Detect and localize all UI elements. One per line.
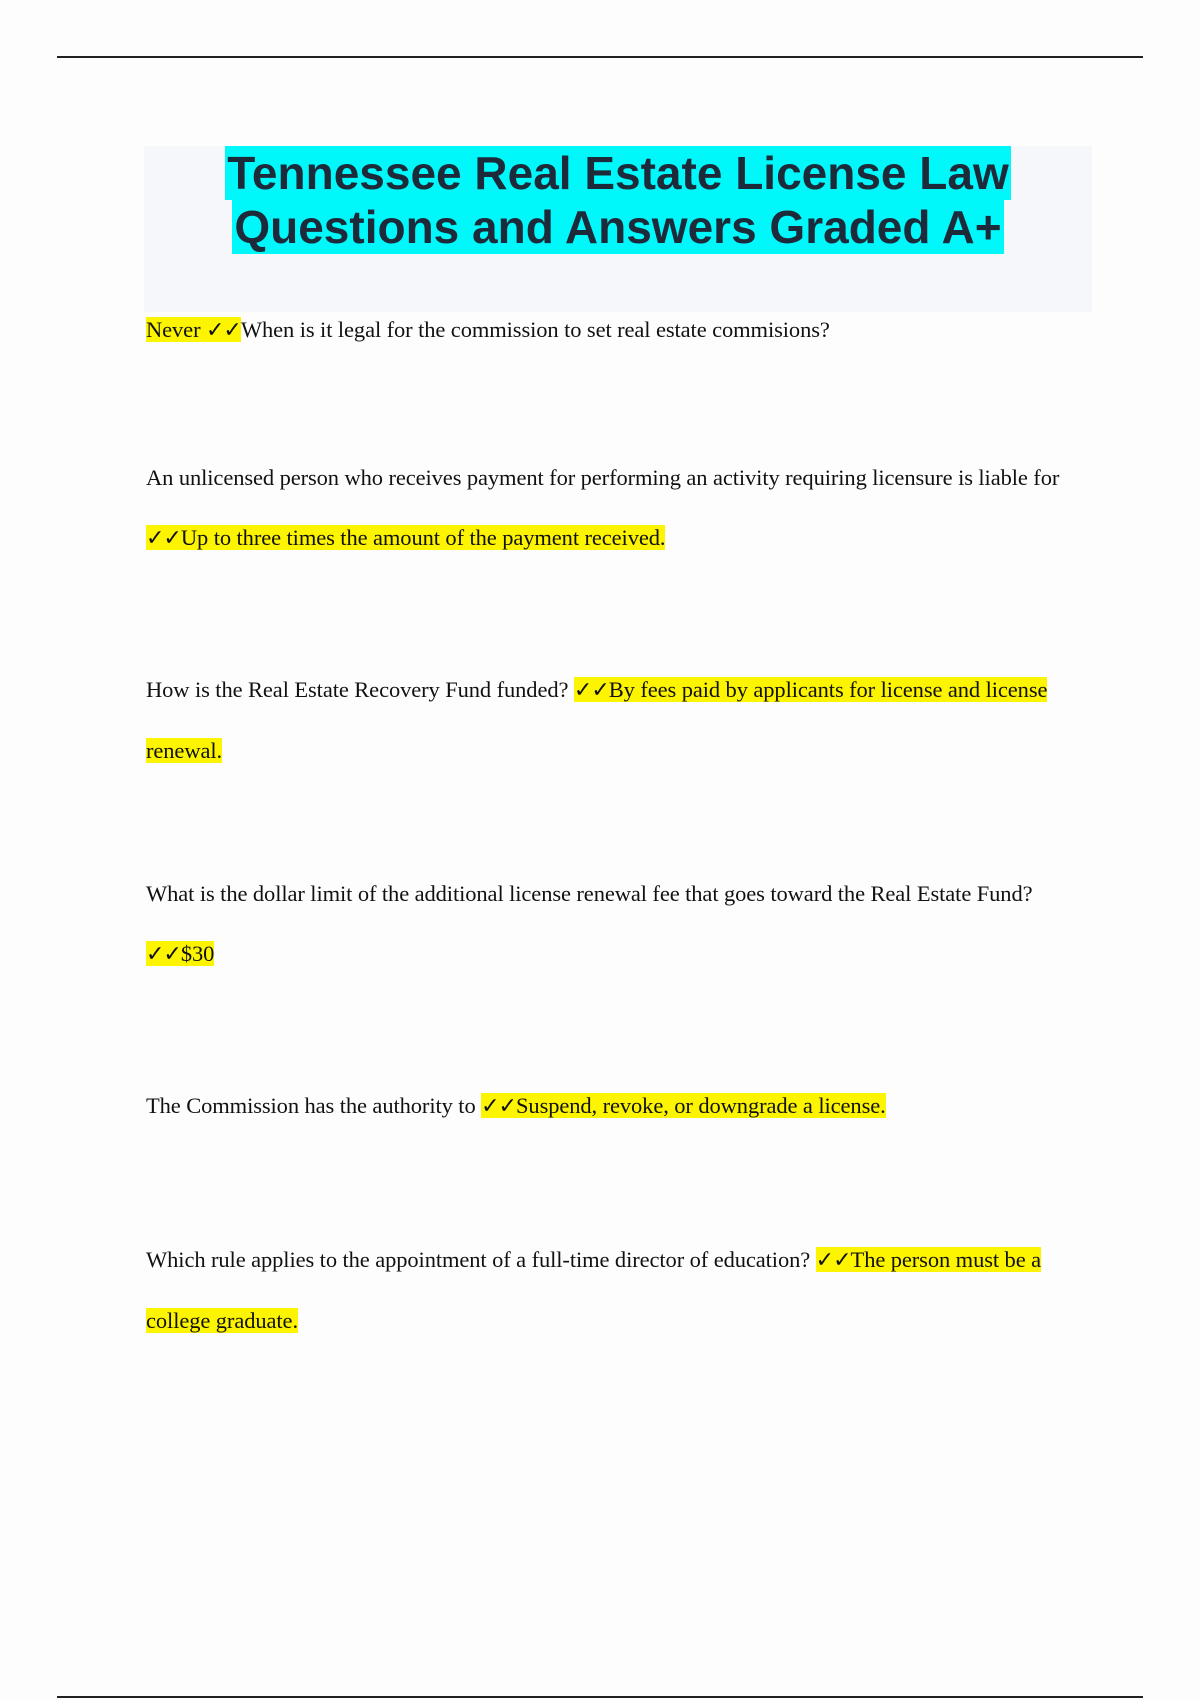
answer-text: Never ✓✓	[146, 317, 241, 343]
page-title-line-2: Questions and Answers Graded A+	[234, 201, 1002, 253]
answer-text: ✓✓The person must be a college graduate.	[146, 1247, 1041, 1333]
question-text: When is it legal for the commission to set real estate commisions?	[240, 317, 830, 342]
check-icon: ✓✓	[481, 1094, 516, 1119]
top-rule	[57, 56, 1143, 58]
answer-text: ✓✓By fees paid by applicants for license and license renewal.	[146, 677, 1048, 763]
title-block	[144, 146, 1092, 312]
question-text: Which rule applies to the appointment of a full-time director of education?	[146, 1247, 816, 1272]
check-icon: ✓✓	[206, 318, 241, 343]
answer-text: ✓✓Suspend, revoke, or downgrade a license.	[481, 1093, 886, 1119]
check-icon: ✓✓	[146, 526, 181, 551]
qa-item-5	[146, 1076, 1076, 1137]
question-text: The Commission has the authority to	[146, 1093, 482, 1118]
qa-item-4	[146, 864, 1076, 985]
answer-text: ✓✓Up to three times the amount of the payment received.	[146, 525, 666, 551]
page-title-line-1: Tennessee Real Estate License Law	[227, 147, 1009, 199]
check-icon: ✓✓	[815, 1248, 851, 1273]
qa-item-1	[146, 300, 1076, 361]
qa-item-2	[146, 448, 1076, 569]
bottom-rule	[57, 1696, 1143, 1698]
answer-text: ✓✓$30	[146, 941, 215, 967]
qa-item-6	[146, 1230, 1076, 1351]
question-text: What is the dollar limit of the additional license renewal fee that goes toward the Real Estate Fund?	[146, 881, 1033, 906]
check-icon: ✓✓	[573, 678, 609, 703]
check-icon: ✓✓	[146, 942, 181, 967]
qa-item-3	[146, 660, 1076, 781]
question-text: How is the Real Estate Recovery Fund funded?	[146, 677, 574, 702]
question-text: An unlicensed person who receives payment for performing an activity requiring licensure is liable for	[146, 465, 1060, 490]
